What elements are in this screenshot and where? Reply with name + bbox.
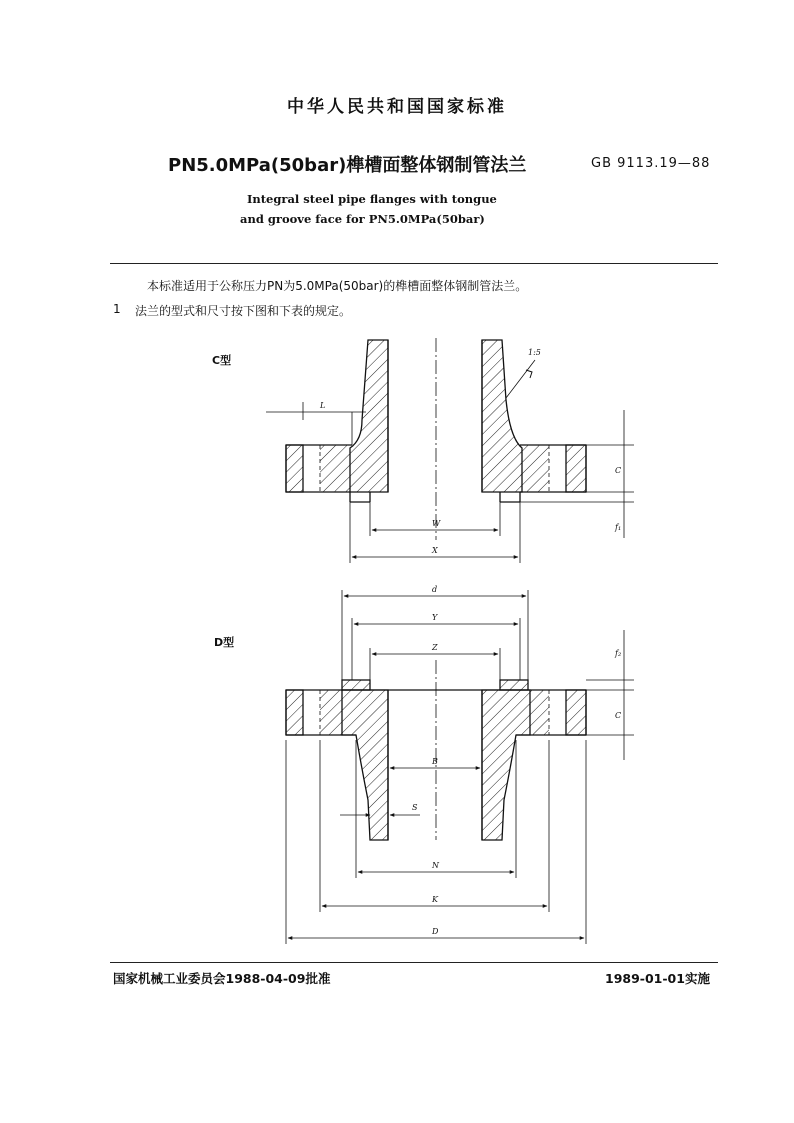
standard-title-english-line1: Integral steel pipe flanges with tongue bbox=[247, 192, 497, 206]
dim-label-X: X bbox=[432, 546, 438, 555]
dim-label-f1: f₁ bbox=[615, 523, 622, 532]
dim-label-W: W bbox=[432, 519, 441, 528]
issuing-country-heading: 中华人民共和国国家标准 bbox=[287, 97, 507, 117]
dim-label-Y: Y bbox=[432, 613, 438, 622]
dim-label-Z: Z bbox=[432, 643, 438, 652]
dim-label-f2: f₂ bbox=[615, 649, 622, 658]
dim-label-C-c: C bbox=[615, 466, 622, 475]
dim-label-C-d: C bbox=[615, 711, 622, 720]
type-c-section bbox=[266, 338, 634, 563]
dim-label-D: D bbox=[432, 927, 439, 936]
dim-label-B: B bbox=[432, 757, 438, 766]
dim-label-N: N bbox=[432, 861, 439, 870]
clause-text: 法兰的型式和尺寸按下图和下表的规定。 bbox=[135, 304, 352, 318]
dim-label-K: K bbox=[432, 895, 438, 904]
slope-label: 1:5 bbox=[528, 348, 541, 357]
type-d-section bbox=[286, 590, 634, 944]
dim-label-L: L bbox=[320, 401, 326, 410]
standard-title-english-line2: and groove face for PN5.0MPa(50bar) bbox=[240, 212, 485, 226]
clause-number: 1 bbox=[113, 302, 121, 316]
type-d-label: D型 bbox=[214, 636, 235, 649]
standard-title-chinese: PN5.0MPa(50bar)榫槽面整体钢制管法兰 bbox=[168, 155, 527, 176]
approval-line: 国家机械工业委员会1988-04-09批准 bbox=[113, 971, 331, 986]
footer-divider bbox=[110, 962, 718, 963]
dim-label-d: d bbox=[432, 585, 438, 594]
type-c-label: C型 bbox=[212, 354, 232, 367]
implementation-date: 1989-01-01实施 bbox=[605, 971, 710, 986]
standard-code: GB 9113.19—88 bbox=[591, 156, 711, 171]
dim-label-S: S bbox=[412, 803, 418, 812]
scope-paragraph: 本标准适用于公称压力PN为5.0MPa(50bar)的榫槽面整体钢制管法兰。 bbox=[147, 279, 528, 293]
